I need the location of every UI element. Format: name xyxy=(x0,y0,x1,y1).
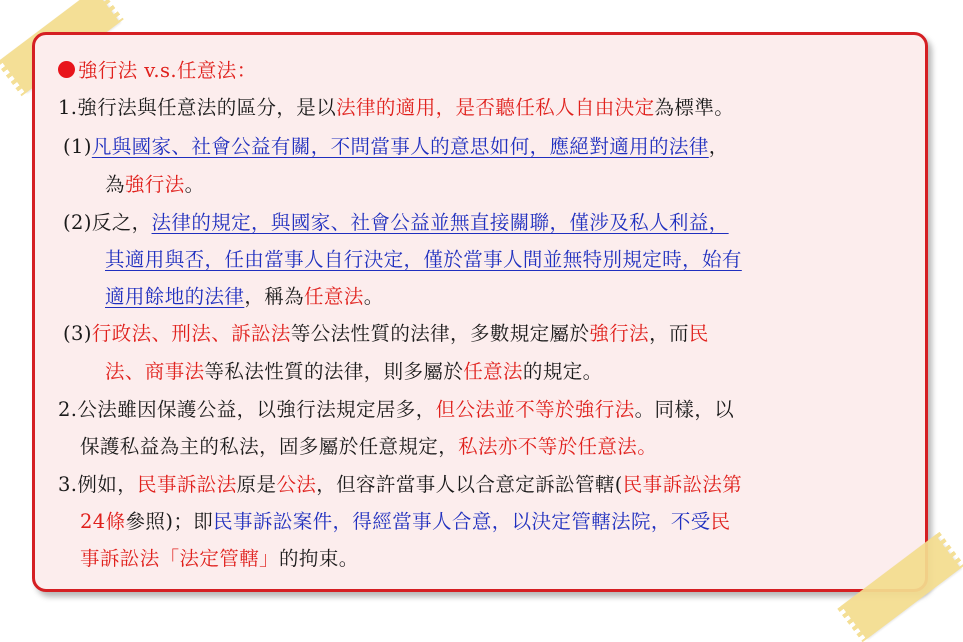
heading-text: 強行法 v.s.任意法： xyxy=(78,59,257,82)
text-segment: (2)反之， xyxy=(63,211,152,234)
red-text-segment: 民 xyxy=(688,322,709,345)
point-2-line-1 xyxy=(58,398,734,422)
red-text-segment: 但公法並不等於強行法 xyxy=(435,398,635,421)
point-2-line-2 xyxy=(80,435,657,459)
underlined-blue-segment: 適用餘地的法律 xyxy=(105,285,245,308)
bullet-dot-icon xyxy=(58,61,75,78)
red-text-segment: 24條 xyxy=(80,510,126,533)
text-segment: 2.公法雖因保護公益，以強行法規定居多， xyxy=(58,398,436,421)
point-1-3-line-1 xyxy=(63,322,709,346)
point-1-2-line-2 xyxy=(105,248,742,272)
text-segment: 。 xyxy=(184,173,205,196)
red-text-segment: 事訴訟法「法定管轄」 xyxy=(80,547,280,570)
text-segment: 。 xyxy=(363,285,384,308)
point-3-line-3 xyxy=(80,547,359,571)
text-segment: 。同樣，以 xyxy=(634,398,735,421)
text-segment: ，但容許當事人以合意定訴訟管轄( xyxy=(316,473,623,496)
point-1-1-line-1 xyxy=(63,135,729,159)
point-3-line-2 xyxy=(80,510,731,534)
text-segment: (1) xyxy=(63,135,92,158)
point-1-3-line-2 xyxy=(105,360,603,384)
underlined-blue-segment: 凡與國家、社會公益有關，不問當事人的意思如何，應絕對適用的法律 xyxy=(91,135,709,158)
text-segment: 的拘束。 xyxy=(279,547,359,570)
text-segment: ，稱為 xyxy=(244,285,305,308)
red-text-segment: 任意法 xyxy=(463,360,523,383)
text-segment: 1.強行法與任意法的區分，是以 xyxy=(58,96,337,119)
underlined-blue-segment: 其適用與否，任由當事人自行決定，僅於當事人間並無特別規定時，始有 xyxy=(105,248,742,271)
text-segment: 原是 xyxy=(236,473,277,496)
point-1-1-line-2 xyxy=(105,173,205,197)
text-segment: 等公法性質的法律，多數規定屬於 xyxy=(290,322,590,345)
heading xyxy=(58,59,257,83)
point-1-line-1 xyxy=(58,96,734,120)
text-segment: 等私法性質的法律，則多屬於 xyxy=(204,360,464,383)
red-text-segment: 強行法 xyxy=(124,173,185,196)
text-segment: 為 xyxy=(105,173,125,196)
text-segment: 為標準。 xyxy=(654,96,735,119)
text-segment: ，而 xyxy=(649,322,689,345)
red-text-segment: 法、商事法 xyxy=(105,360,205,383)
text-segment: 的規定。 xyxy=(522,360,603,383)
red-text-segment: 私法亦不等於任意法。 xyxy=(458,435,658,458)
red-text-segment: 民事訴訟法第 xyxy=(622,473,743,496)
red-text-segment: 強行法 xyxy=(589,322,650,345)
text-segment: 保護私益為主的私法，固多屬於任意規定， xyxy=(80,435,459,458)
red-text-segment: 公法 xyxy=(276,473,317,496)
point-3-line-1 xyxy=(58,473,742,497)
text-segment: 參照)；即 xyxy=(125,510,214,533)
text-segment: 3.例如， xyxy=(58,473,138,496)
underlined-blue-segment: 法律的規定，與國家、社會公益並無直接關聯，僅涉及私人利益， xyxy=(151,211,729,234)
red-text-segment: 行政法、刑法、訴訟法 xyxy=(91,322,291,345)
blue-text-segment: 民事訴訟案件，得經當事人合意，以決定管轄法院，不受 xyxy=(213,510,711,533)
text-segment: ， xyxy=(708,135,729,158)
red-text-segment: 民 xyxy=(710,510,731,533)
red-text-segment: 民事訴訟法 xyxy=(137,473,237,496)
red-text-segment: 任意法 xyxy=(304,285,364,308)
point-1-2-line-3 xyxy=(105,285,384,309)
red-text-segment: 法律的適用，是否聽任私人自由決定 xyxy=(336,96,655,119)
point-1-2-line-1 xyxy=(63,211,729,235)
text-segment: (3) xyxy=(63,322,92,345)
